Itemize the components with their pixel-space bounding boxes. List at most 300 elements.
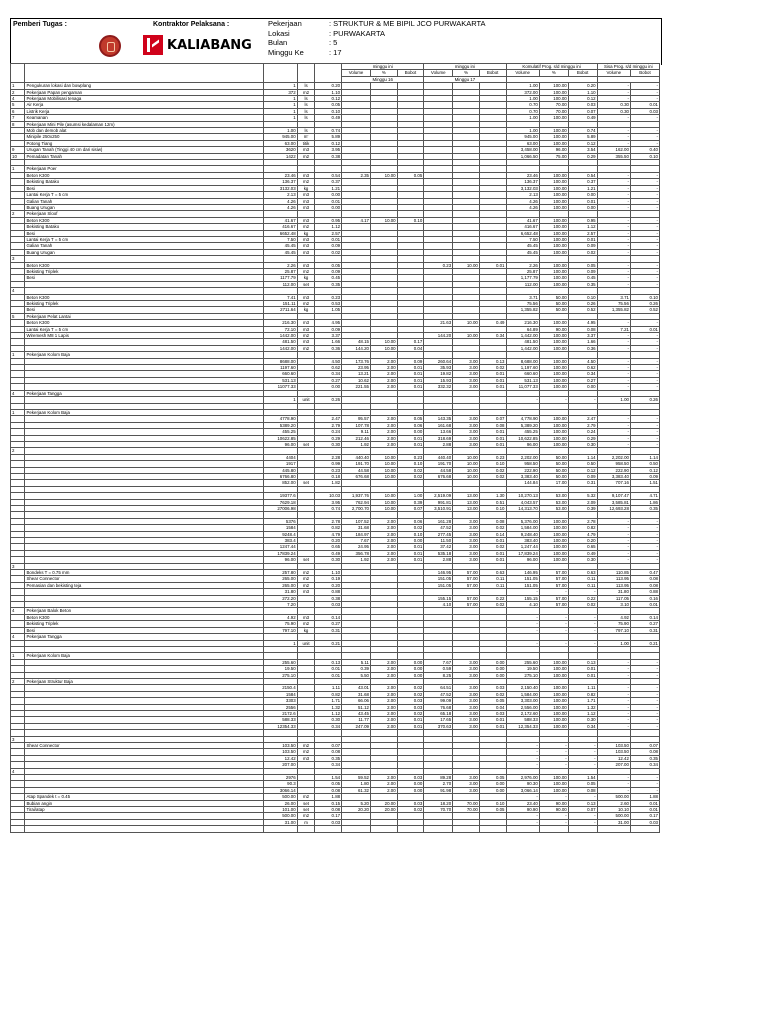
table-cell: 2,556.00	[506, 704, 539, 710]
table-cell: -	[597, 518, 630, 524]
table-cell: 2.00	[370, 775, 397, 781]
table-cell: 0.31	[568, 480, 597, 486]
table-cell: 3.00	[453, 685, 480, 691]
table-cell: -	[630, 320, 659, 326]
table-cell: -	[568, 742, 597, 748]
table-cell: m2	[297, 179, 315, 185]
table-cell: 2.26	[506, 262, 539, 268]
table-cell: 136.37	[506, 179, 539, 185]
table-cell: 2.79	[315, 422, 342, 428]
table-cell: 10622.85	[264, 435, 297, 441]
table-cell: 96.00	[264, 557, 297, 563]
table-cell: 3,132.03	[506, 185, 539, 191]
table-cell: 10,622.85	[506, 435, 539, 441]
header-cell	[315, 64, 342, 83]
table-cell: 0.35	[315, 755, 342, 761]
table-cell: 0.02	[479, 691, 506, 697]
table-cell: 143.35	[424, 416, 453, 422]
item-description: Beton K300	[25, 614, 264, 620]
table-cell: 11.77	[342, 717, 371, 723]
table-cell: 1,442.00	[506, 345, 539, 351]
table-cell: 100.00	[539, 230, 568, 236]
table-cell: 5	[11, 313, 25, 319]
table-cell	[397, 826, 424, 832]
table-cell: 0.34	[315, 762, 342, 768]
table-cell: 9248.4	[264, 531, 297, 537]
table-cell: 10.00	[370, 473, 397, 479]
table-cell: 0.24	[315, 429, 342, 435]
table-cell: -	[597, 281, 630, 287]
table-cell: 0.10	[479, 505, 506, 511]
table-cell: 3.00	[453, 710, 480, 716]
table-cell: 90.30	[506, 781, 539, 787]
table-cell: 3.00	[453, 371, 480, 377]
table-cell: 3620	[264, 147, 297, 153]
table-cell: 372.00	[506, 89, 539, 95]
table-cell: 2,976.00	[506, 775, 539, 781]
table-cell: 13.21	[342, 371, 371, 377]
table-cell: 96.00	[506, 557, 539, 563]
table-cell: m'	[297, 134, 315, 140]
table-cell: 383.4	[264, 538, 297, 544]
table-cell: 2.47	[315, 416, 342, 422]
table-cell: 0.36	[568, 345, 597, 351]
table-cell: 1	[264, 108, 297, 114]
table-cell: 1.88	[630, 794, 659, 800]
table-cell: 0.38	[315, 153, 342, 159]
table-cell: -	[630, 416, 659, 422]
table-cell: 0.08	[568, 787, 597, 793]
table-cell: -	[597, 544, 630, 550]
table-cell: 17,839.24	[506, 550, 539, 556]
table-cell: 0.05	[315, 781, 342, 787]
sub-header: Bobot	[397, 70, 424, 76]
table-cell: 4.10	[506, 602, 539, 608]
table-cell: -	[568, 614, 597, 620]
table-cell: set	[297, 441, 315, 447]
table-cell: 57.00	[453, 576, 480, 582]
sub-header: %	[453, 70, 480, 76]
table-cell: 0.50	[568, 461, 597, 467]
table-cell: -	[597, 204, 630, 210]
table-cell: 11077.33	[264, 384, 297, 390]
table-cell: 1.00	[506, 96, 539, 102]
table-cell: 2.00	[370, 787, 397, 793]
table-cell: 26.00	[264, 800, 297, 806]
table-cell: 0.10	[397, 217, 424, 223]
table-cell: 1.10	[568, 89, 597, 95]
item-description: Atap Spandek t = 0.45	[25, 794, 264, 800]
table-cell: 4,778.90	[506, 416, 539, 422]
table-cell: 50.00	[539, 473, 568, 479]
item-description: Lantai Kerja T = 5 cm	[25, 192, 264, 198]
table-cell: 945.00	[506, 134, 539, 140]
table-cell: 0.27	[315, 621, 342, 627]
table-cell: 0.08	[630, 749, 659, 755]
table-cell: 2.00	[370, 358, 397, 364]
table-cell: 0.01	[397, 557, 424, 563]
table-cell: 1.14	[630, 454, 659, 460]
table-cell: 100.00	[539, 236, 568, 242]
table-cell: 1.00	[597, 397, 630, 403]
table-cell: -	[630, 429, 659, 435]
table-cell: 19.50	[264, 666, 297, 672]
table-cell: -	[597, 185, 630, 191]
table-cell: 10.00	[453, 262, 480, 268]
table-cell: -	[630, 422, 659, 428]
table-cell: 0.01	[397, 717, 424, 723]
table-cell: 50.00	[539, 301, 568, 307]
table-cell: 5	[11, 102, 25, 108]
table-cell: -	[597, 384, 630, 390]
table-cell: 455.25	[506, 429, 539, 435]
table-cell: m2	[297, 153, 315, 159]
table-cell: 272.20	[264, 595, 297, 601]
table-cell: 17839.24	[264, 550, 297, 556]
table-cell: 0.63	[479, 570, 506, 576]
table-cell: 212.46	[342, 435, 371, 441]
table-cell: 10.00	[453, 473, 480, 479]
table-cell: 0.16	[630, 595, 659, 601]
table-cell: 31.00	[597, 819, 630, 825]
table-cell: 100.00	[539, 345, 568, 351]
table-cell: 3.00	[453, 781, 480, 787]
table-cell: 0.05	[479, 807, 506, 813]
table-cell: 100.00	[539, 249, 568, 255]
table-cell: 53.00	[539, 493, 568, 499]
table-cell: -	[597, 441, 630, 447]
item-description: Pekerjaan Balok Beton	[25, 608, 264, 614]
table-cell: 0.11	[479, 576, 506, 582]
table-cell: -	[597, 262, 630, 268]
table-cell: 2.47	[568, 416, 597, 422]
table-cell: 0.02	[397, 710, 424, 716]
table-cell: 100.00	[539, 243, 568, 249]
table-cell: 0.27	[630, 621, 659, 627]
table-cell: -	[630, 525, 659, 531]
table-cell: -	[597, 172, 630, 178]
table-cell: -	[597, 320, 630, 326]
table-cell: 2	[11, 448, 25, 454]
table-cell: m3	[297, 172, 315, 178]
table-cell: 1442.00	[264, 333, 297, 339]
table-cell: 66.06	[342, 698, 371, 704]
table-cell: 6,652.48	[506, 230, 539, 236]
table-cell	[424, 826, 453, 832]
table-cell: 45.45	[264, 243, 297, 249]
table-cell: 155.15	[424, 595, 453, 601]
table-cell: 2.70	[424, 781, 453, 787]
table-cell: 12.42	[597, 755, 630, 761]
table-cell: 100.00	[539, 262, 568, 268]
table-cell: 0.30	[315, 717, 342, 723]
table-cell: 3.00	[453, 672, 480, 678]
table-cell: 0.07	[397, 505, 424, 511]
item-description: Pekerjaan Mobilisasi tenaga	[25, 96, 264, 102]
table-cell: -	[597, 723, 630, 729]
table-cell: -	[630, 781, 659, 787]
table-cell: 53.00	[539, 505, 568, 511]
table-cell: -	[539, 589, 568, 595]
table-cell: 7.41	[264, 294, 297, 300]
table-cell: 2.00	[370, 518, 397, 524]
table-cell: 0.01	[479, 717, 506, 723]
table-cell: -	[630, 217, 659, 223]
table-cell: 0.30	[568, 441, 597, 447]
table-cell: 2.57	[568, 230, 597, 236]
table-cell: 10.00	[453, 320, 480, 326]
table-row	[11, 826, 660, 832]
table-cell: 0.88	[630, 589, 659, 595]
table-cell: m2	[297, 268, 315, 274]
table-cell: 0.01	[315, 236, 342, 242]
table-cell: 0.01	[479, 384, 506, 390]
table-cell: 100.00	[539, 96, 568, 102]
sub-header: Bobot	[479, 70, 506, 76]
table-cell: 90.00	[539, 807, 568, 813]
table-cell: 100.00	[539, 140, 568, 146]
table-cell: 0.08	[315, 749, 342, 755]
table-cell: 0.02	[479, 365, 506, 371]
table-cell: m3	[297, 294, 315, 300]
header-cell	[11, 64, 25, 83]
table-cell: 100.00	[539, 275, 568, 281]
table-cell: -	[597, 422, 630, 428]
table-cell: 500.00	[597, 794, 630, 800]
table-cell: 0.02	[397, 807, 424, 813]
item-description: Potong Tiang	[25, 140, 264, 146]
table-cell: 4.50	[568, 358, 597, 364]
table-cell: 0.01	[568, 236, 597, 242]
table-cell: 3.00	[453, 377, 480, 383]
table-cell: 2.00	[370, 710, 397, 716]
table-cell: 1.32	[315, 704, 342, 710]
table-cell: 0.01	[315, 672, 342, 678]
table-cell: -	[568, 819, 597, 825]
table-cell: 90.90	[506, 807, 539, 813]
table-cell: 277.45	[424, 531, 453, 537]
table-cell: 5,376.00	[506, 518, 539, 524]
table-cell: 958.50	[506, 461, 539, 467]
table-cell	[568, 826, 597, 832]
table-cell: 0.01	[479, 377, 506, 383]
item-description: Pekerjaan Pelat Lantai	[25, 313, 264, 319]
table-cell: 0.82	[568, 525, 597, 531]
table-cell: 173.76	[342, 358, 371, 364]
table-cell: 0.06	[397, 518, 424, 524]
table-cell: 10.00	[370, 493, 397, 499]
table-cell: 332.32	[424, 384, 453, 390]
table-cell: -	[568, 621, 597, 627]
table-cell: 0.35	[568, 281, 597, 287]
table-cell: -	[597, 96, 630, 102]
table-cell: 100.00	[539, 371, 568, 377]
table-cell: 0.02	[479, 602, 506, 608]
table-cell: -	[597, 666, 630, 672]
table-cell: 0.37	[568, 179, 597, 185]
table-cell: 1.00	[506, 83, 539, 89]
table-cell: 7.50	[264, 236, 297, 242]
table-cell: 2.00	[370, 531, 397, 537]
table-cell: 0.26	[630, 301, 659, 307]
table-cell: 57.00	[453, 582, 480, 588]
table-cell: 0.03	[397, 800, 424, 806]
table-cell: 1.10	[315, 89, 342, 95]
table-cell: 535.18	[424, 550, 453, 556]
table-cell: 1.30	[479, 493, 506, 499]
table-cell: 1.12	[568, 224, 597, 230]
table-cell: 1	[264, 83, 297, 89]
table-cell: 2.00	[370, 416, 397, 422]
table-cell: 45.45	[264, 249, 297, 255]
table-cell: 4	[11, 768, 25, 774]
table-cell: 23.95	[342, 365, 371, 371]
table-cell: 1,355.82	[506, 307, 539, 313]
table-cell: 0.27	[315, 377, 342, 383]
table-cell: 9.11	[342, 429, 371, 435]
table-cell: 19377.6	[264, 493, 297, 499]
table-cell: -	[597, 179, 630, 185]
table-cell: -	[630, 224, 659, 230]
table-cell: -	[630, 710, 659, 716]
table-cell: 0.05	[568, 262, 597, 268]
table-cell: 11.50	[424, 538, 453, 544]
table-cell: 1.80	[342, 781, 371, 787]
table-cell: set	[297, 800, 315, 806]
table-cell: -	[597, 429, 630, 435]
table-cell: -	[630, 659, 659, 665]
table-cell: m3	[297, 262, 315, 268]
table-cell: 0.11	[568, 576, 597, 582]
table-cell: ls	[297, 96, 315, 102]
table-cell: 13.66	[424, 429, 453, 435]
table-cell: -	[539, 813, 568, 819]
table-cell: 9,248.40	[506, 531, 539, 537]
table-cell: 10.10	[597, 807, 630, 813]
table-cell: -	[539, 614, 568, 620]
item-description: Pengukuran lokasi dan bowplang	[25, 83, 264, 89]
table-cell: -	[539, 749, 568, 755]
item-description: Lantai Kerja T = 5 cm	[25, 326, 264, 332]
table-cell: 0.03	[630, 108, 659, 114]
table-cell: 0.00	[479, 672, 506, 678]
table-cell: -	[539, 621, 568, 627]
table-cell: 5376	[264, 518, 297, 524]
table-cell: 0.14	[315, 614, 342, 620]
table-cell: 0.01	[630, 102, 659, 108]
item-description: Shear Connector	[25, 742, 264, 748]
table-cell: 1.11	[568, 685, 597, 691]
table-cell: 2172.6	[264, 710, 297, 716]
table-cell: 0.00	[397, 672, 424, 678]
table-cell: 0.23	[315, 467, 342, 473]
table-cell: 41.67	[506, 217, 539, 223]
table-cell	[315, 826, 342, 832]
table-cell: 100.00	[539, 717, 568, 723]
table-cell: 1	[11, 409, 25, 415]
table-cell: 100.00	[539, 115, 568, 121]
table-cell: 207.00	[264, 762, 297, 768]
table-cell: 1.54	[315, 775, 342, 781]
table-cell: m2	[297, 742, 315, 748]
table-cell: 275.10	[506, 672, 539, 678]
table-cell: 3.00	[453, 416, 480, 422]
table-cell: 0.07	[479, 416, 506, 422]
table-cell: 247.09	[342, 723, 371, 729]
table-cell: 6	[11, 108, 25, 114]
item-description: Galian Tanah	[25, 243, 264, 249]
table-cell: 3,066.14	[506, 787, 539, 793]
table-cell: 1.21	[315, 185, 342, 191]
table-cell: 7.50	[506, 236, 539, 242]
table-cell: -	[568, 749, 597, 755]
table-cell: -	[630, 115, 659, 121]
table-cell: 3.00	[453, 775, 480, 781]
table-cell: 3066.14	[264, 787, 297, 793]
table-cell: -	[539, 794, 568, 800]
table-cell: 0.26	[630, 397, 659, 403]
table-cell: -	[506, 762, 539, 768]
table-cell: 3.00	[453, 422, 480, 428]
table-cell: 3,383.40	[597, 473, 630, 479]
table-cell: 144.20	[424, 333, 453, 339]
item-description: Pekerjaan Kolom Baja	[25, 653, 264, 659]
table-cell: 0.01	[479, 371, 506, 377]
table-cell: 8	[11, 121, 25, 127]
table-cell: 0.03	[315, 819, 342, 825]
table-cell: -	[597, 531, 630, 537]
table-cell: -	[597, 339, 630, 345]
table-cell: 100.00	[539, 557, 568, 563]
table-cell: 57.00	[539, 576, 568, 582]
table-cell: 0.34	[479, 333, 506, 339]
table-cell: -	[597, 538, 630, 544]
table-cell: -	[597, 435, 630, 441]
table-cell: 0.52	[568, 307, 597, 313]
table-cell: 1.66	[315, 339, 342, 345]
table-cell: 0.05	[315, 262, 342, 268]
table-cell	[370, 826, 397, 832]
table-cell: 0.01	[630, 807, 659, 813]
table-cell: 57.00	[539, 602, 568, 608]
table-cell: 72.10	[264, 326, 297, 332]
item-description: Bekisting Batako	[25, 224, 264, 230]
table-cell: 100.00	[539, 531, 568, 537]
table-cell: -	[630, 685, 659, 691]
table-cell: 64.89	[506, 326, 539, 332]
table-cell: 3,383.40	[506, 473, 539, 479]
table-cell: 5.20	[342, 800, 371, 806]
table-cell: -	[630, 550, 659, 556]
table-cell: 0.10	[315, 108, 342, 114]
table-cell: 0.03	[630, 819, 659, 825]
table-cell: 10.00	[453, 467, 480, 473]
table-cell: 19.50	[506, 666, 539, 672]
table-cell: -	[630, 275, 659, 281]
table-cell: 588.33	[264, 717, 297, 723]
table-header	[11, 64, 660, 83]
table-cell: 10.00	[370, 339, 397, 345]
table-cell: 1.54	[568, 775, 597, 781]
item-description: Beton K300	[25, 262, 264, 268]
table-cell: 0.02	[479, 544, 506, 550]
table-cell: 0.03	[397, 698, 424, 704]
table-cell: 17.00	[539, 480, 568, 486]
table-cell: 260.64	[424, 358, 453, 364]
table-cell: 100.00	[539, 698, 568, 704]
table-cell: 4,043.57	[506, 499, 539, 505]
table-cell: -	[597, 192, 630, 198]
